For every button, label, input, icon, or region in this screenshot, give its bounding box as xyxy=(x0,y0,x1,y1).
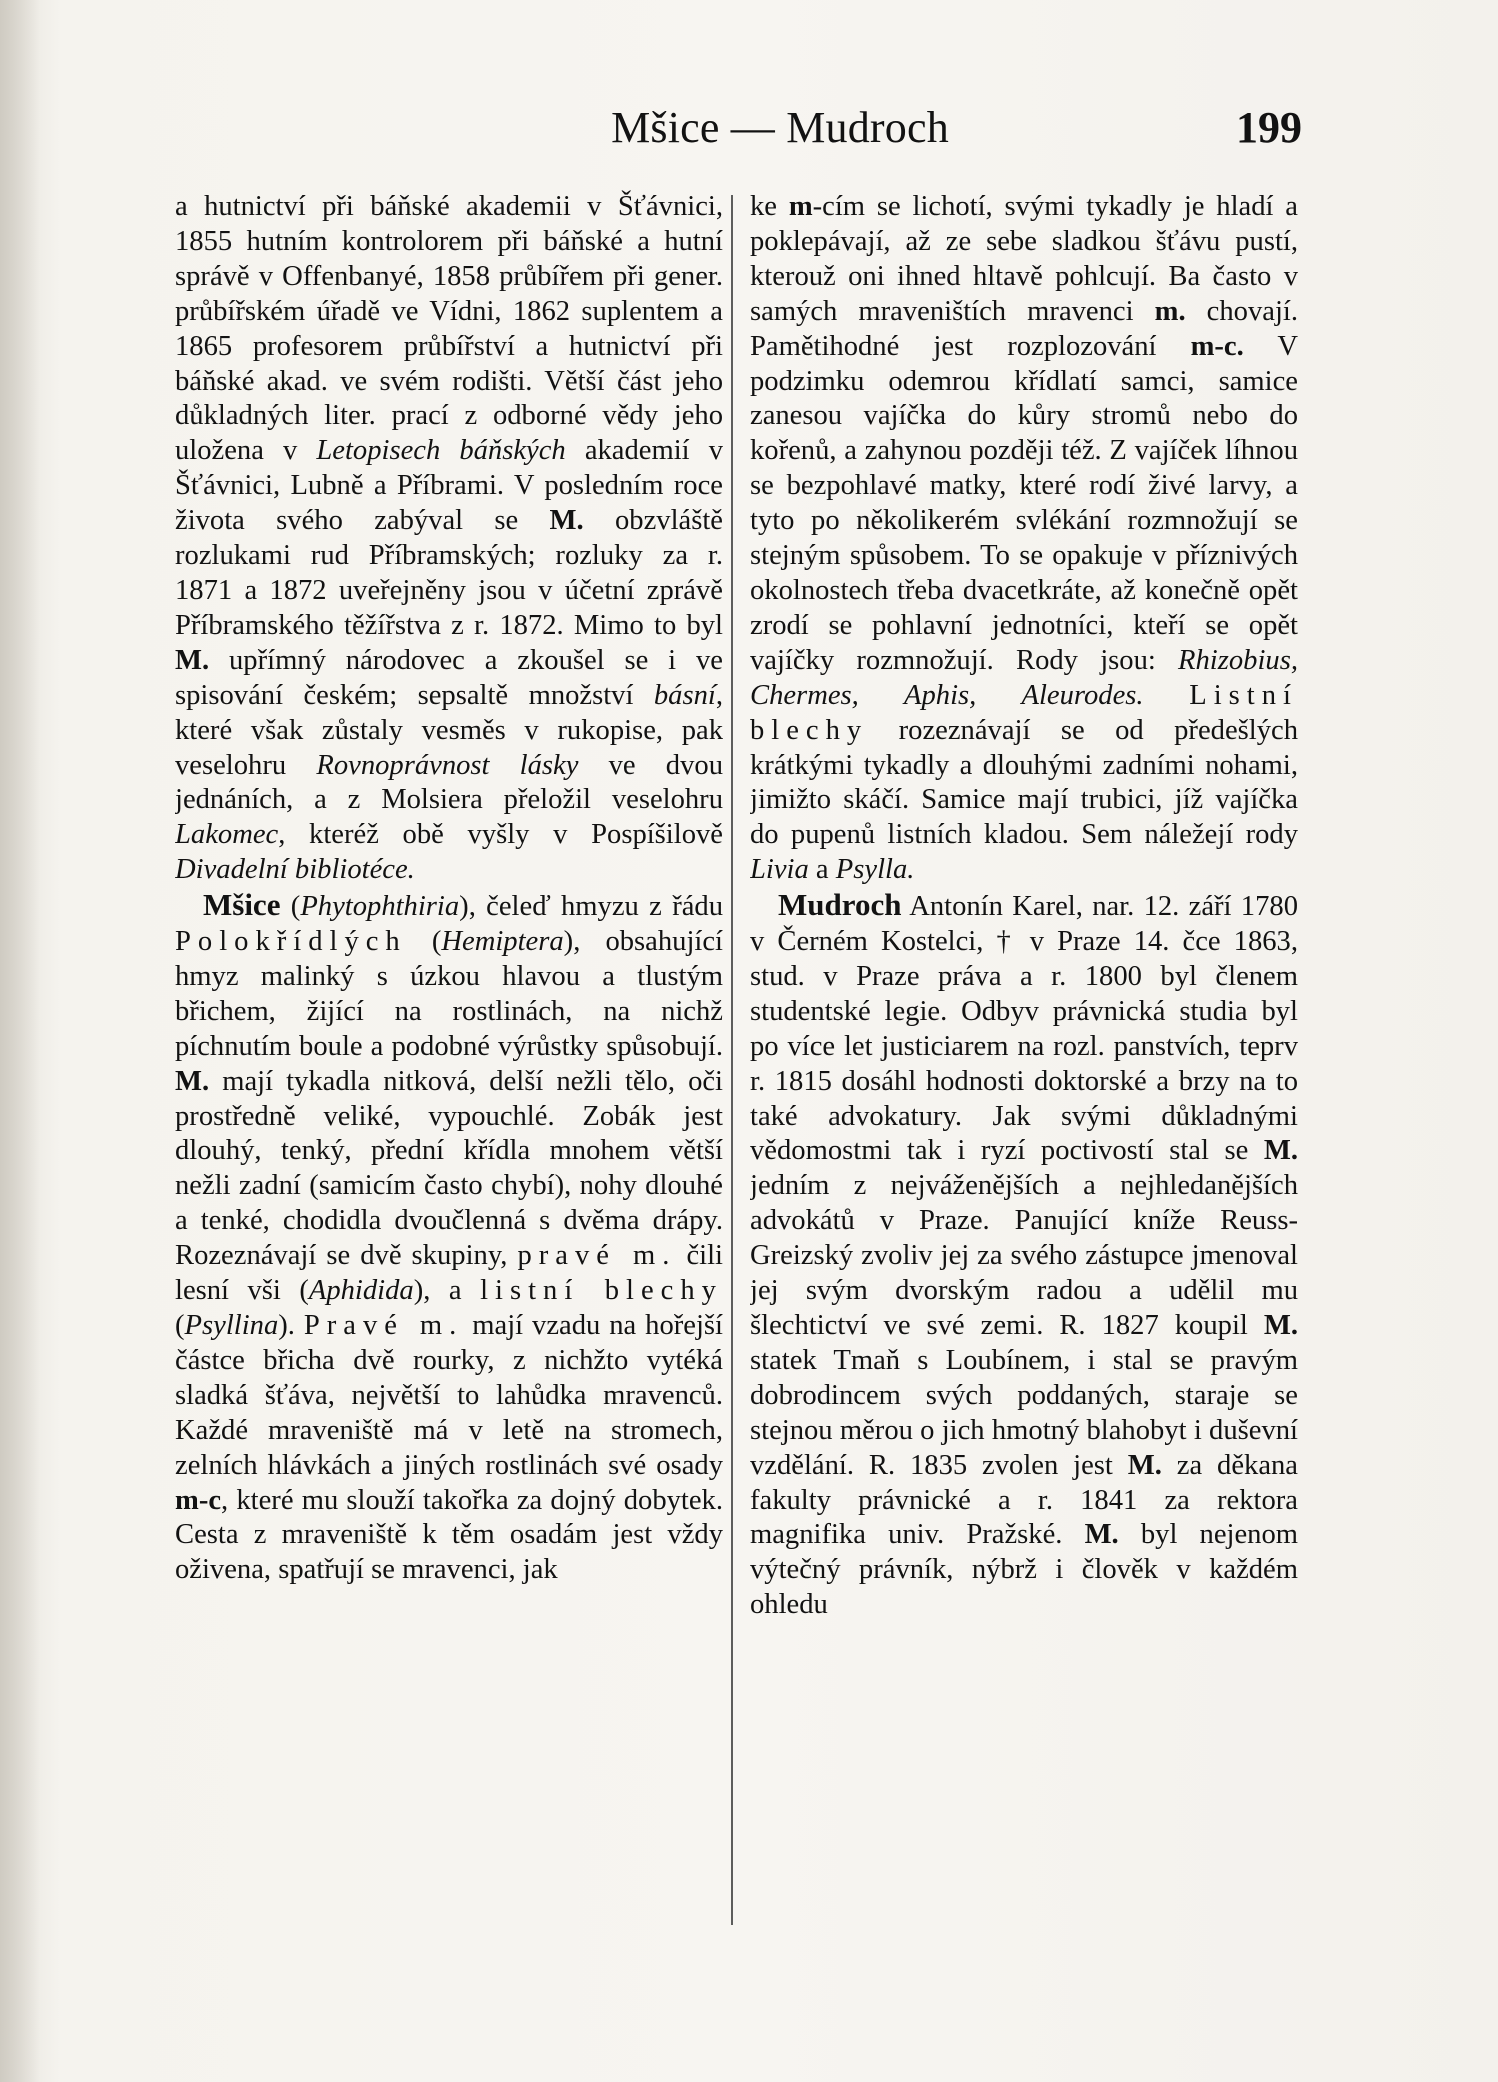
lemma-msice: Mšice xyxy=(203,887,281,923)
running-head: Mšice — Mudroch xyxy=(611,103,949,152)
entry-continuation-paragraph: a hutnictví při báňské akademii v Šťávnici, 1855 hutním kontrolorem při báňské a hutní správě v Offenbanyé, 1858 průbířem při gener. průbířském úřadě ve Vídni, 1862 suplentem a 1865 profesorem průbířství a hutnictví při báňské akad. ve svém rodišti. Větší část jeho důkladných liter. prací z odborné vědy jeho uložena v Letopisech báňských akademií v Šťávnici, Lubně a Příbrami. V posledním roce života svého zabýval se M. obzvláště rozlukami rud Příbramských; rozluky za r. 1871 a 1872 uveřejněny jsou v účetní zprávě Příbramského těžířstva z r. 1872. Mimo to byl M. upřímný národovec a zkoušel se i ve spisování českém; sepsaltě množství básní, které však zůstaly vesměs v rukopise, pak veselohru Rovnoprávnost lásky ve dvou jednáních, a z Molsiera přeložil veselohru Lakomec, kteréž obě vyšly v Pospíšilově Divadelní bibliotéce. xyxy=(175,191,723,886)
scan-edge-shadow xyxy=(0,0,40,2082)
entry-mudroch: Mudroch Antonín Karel, nar. 12. září 1780 v Černém Kostelci, † v Praze 14. čce 1863, stud. v Praze práva a r. 1800 byl členem studentské legie. Odbyv právnická studia byl po více let justiciarem na rozl. panstvích, teprv r. 1815 dosáhl hodnosti doktorské a brzy na to také advokatury. Jak svými důkladnými vědomostmi tak i ryzí poctivostí stal se M. jedním z nejváženějších a nejhledanějších advokátů v Praze. Panující kníže Reuss-Greizský zvoliv jej za svého zástupce jmenoval jej svým dvorským radou a udělil mu šlechtictví ve své zemi. R. 1827 koupil M. statek Tmaň s Loubínem, i stal se pravým dobrodincem svých poddaných, staraje se stejnou měrou o jich hmotný blahobyt i duševní vzdělání. R. 1835 zvolen jest M. za děkana fakulty právnické a r. 1841 za rektora magnifika univ. Pražské. M. byl nejenom výtečný právník, nýbrž i člověk v každém ohledu xyxy=(750,887,1298,1621)
entry-msice-continuation: ke m-cím se lichotí, svými tykadly je hladí a poklepávají, až ze sebe sladkou šťávu pustí, kterouž oni ihned hltavě pohlcují. Ba často v samých mraveništích mravenci m. chovají. Pamětihodné jest rozplozování m-c. V podzimku odemrou křídlatí samci, samice zanesou vajíčka do kůry stromů nebo do kořenů, a zahynou později též. Z vajíček líhnou se bezpohlavé matky, které rodí živé larvy, a tyto po několikerém svlékání rozmnožují se stejným spůsobem. To se opakuje v příznivých okolnostech třeba dvacetkráte, až konečně opět zrodí se pohlavní jednotníci, kteří se opět vajíčky rozmnožují. Rody jsou: Rhizobius, Chermes, Aphis, Aleurodes. Listní blechy rozeznávají se od předešlých krátkými tykadly a dlouhými zadními nohami, jimižto skáčí. Samice mají trubici, jíž vajíčka do pupenů listních kladou. Sem náležejí rody Livia a Psylla. xyxy=(750,191,1298,886)
column-divider xyxy=(731,195,733,1925)
lemma-mudroch: Mudroch xyxy=(778,887,902,923)
page-number: 199 xyxy=(1236,103,1302,152)
entry-msice: Mšice (Phytophthiria), čeleď hmyzu z řádu Polokřídlých (Hemiptera), obsahující hmyz malinký s úzkou hlavou a tlustým břichem, žijící na rostlinách, na nichž píchnutím boule a podobné výrůstky spůsobují. M. mají tykadla nitková, delší nežli tělo, oči prostředně veliké, vypouchlé. Zobák jest dlouhý, tenký, přední křídla mnohem větší nežli zadní (samicím často chybí), nohy dlouhé a tenké, chodidla dvoučlenná s dvěma drápy. Rozeznávají se dvě skupiny, pravé m. čili lesní vši (Aphidida), a listní blechy (Psyllina). Pravé m. mají vzadu na hořejší částce břicha dvě rourky, z nichžto vytéká sladká šťáva, největší to lahůdka mravenců. Každé mraveniště má v letě na stromech, zelních hlávkách a jiných rostlinách své osady m-c, které mu slouží takořka za dojný dobytek. Cesta z mraveniště k těm osadám jest vždy oživena, spatřují se mravenci, jak xyxy=(175,887,723,1586)
right-column xyxy=(750,190,1298,1930)
page-header xyxy=(0,100,1498,160)
left-column xyxy=(175,190,723,1930)
